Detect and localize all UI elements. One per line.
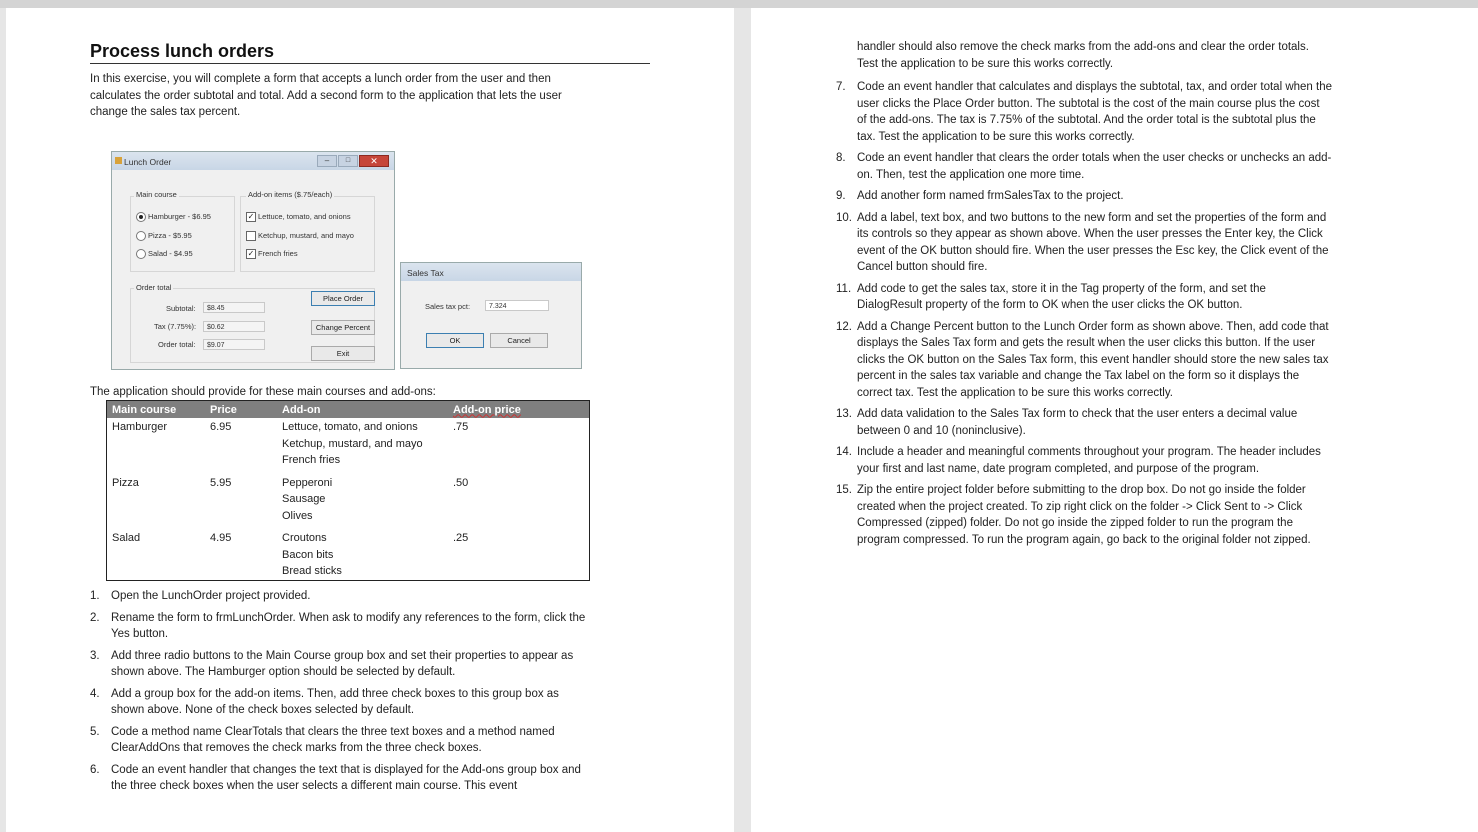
cell-addons <box>277 418 448 474</box>
col-addon-price <box>448 401 590 419</box>
sales-tax-input[interactable]: 7.324 <box>485 300 549 311</box>
app-icon <box>115 157 122 164</box>
page-title: Process lunch orders <box>90 41 275 61</box>
cell-course: Pizza <box>112 476 139 489</box>
check-addon-2-label: Ketchup, mustard, and mayo <box>258 231 354 240</box>
list-item <box>90 610 586 643</box>
step-text: Rename the form to frmLunchOrder. When ask to modify any references to the form, click the Yes button. <box>111 611 586 640</box>
list-item <box>90 686 586 719</box>
addon-item: Bacon bits <box>282 548 334 561</box>
addon-item: French fries <box>282 454 341 466</box>
step-number: 7. <box>836 81 846 93</box>
order-total-field[interactable]: $9.07 <box>203 339 265 350</box>
cell-addon-price: .75 <box>453 421 469 433</box>
list-item <box>836 281 1332 314</box>
step-number: 2. <box>90 611 100 624</box>
sales-tax-label: Sales tax pct: <box>425 302 471 311</box>
tax-label: Tax (7.75%): <box>154 322 197 331</box>
addon-item: Bread sticks <box>282 565 342 577</box>
addon-item: Ketchup, mustard, and mayo <box>282 437 423 450</box>
step-number: 13. <box>836 408 852 420</box>
cell-course: Salad <box>112 532 141 544</box>
menu-table <box>106 400 590 581</box>
lunch-order-window <box>111 151 395 370</box>
sales-tax-window <box>400 262 582 369</box>
step-text: Code an event handler that calculates and displays the subtotal, tax, and order total when the user clicks the Place Order button. The subtotal is the cost of the main course plus the cost of the add-ons. The tax is 7.75% of the subtotal. And the order total is the subtotal plus the tax. Test the application to be sure this works correctly. <box>857 81 1333 143</box>
place-order-button[interactable]: Place Order <box>311 291 375 306</box>
step-text: Zip the entire project folder before submitting to the drop box. Do not go inside the folder created when the project created. To zip right click on the folder -> Click Sent to -> Click Compressed (zipped) folder. Do not go inside the zipped folder to run the program the program compressed. To run the program again, go back to the original folder not zipped. <box>857 484 1311 546</box>
list-item <box>836 79 1332 145</box>
step-number: 12. <box>836 320 852 333</box>
addon-item: Lettuce, tomato, and onions <box>282 421 418 433</box>
step-number: 11. <box>836 282 852 295</box>
table-row <box>107 418 590 474</box>
list-item <box>90 648 586 681</box>
step-number: 3. <box>90 649 100 662</box>
maximize-icon[interactable]: □ <box>338 155 358 167</box>
step-number: 1. <box>90 590 100 602</box>
order-total-label: Order total <box>136 283 172 292</box>
subtotal-label: Subtotal: <box>166 304 196 313</box>
subtotal-field[interactable]: $8.45 <box>203 302 265 313</box>
list-item <box>90 588 586 605</box>
step-text: Code an event handler that changes the text that is displayed for the Add-ons group box and the three check boxes when the user selects a different main course. This event <box>111 763 581 792</box>
radio-hamburger[interactable] <box>136 212 146 222</box>
window-titlebar <box>112 152 394 170</box>
radio-salad-label: Salad - $4.95 <box>148 249 193 258</box>
step-number: 9. <box>836 190 846 202</box>
col-addon-price-text: Add-on price <box>453 403 521 416</box>
step-text: Add another form named frmSalesTax to the project. <box>857 190 1124 202</box>
step-number: 5. <box>90 725 100 738</box>
tax-field[interactable]: $0.62 <box>203 321 265 332</box>
cell-addon-price: .50 <box>453 476 469 489</box>
sales-tax-title: Sales Tax <box>407 268 444 278</box>
check-addon-1[interactable]: ✓ <box>247 212 255 221</box>
list-item <box>836 188 1332 205</box>
step-text: Add three radio buttons to the Main Course group box and set their properties to appear as shown above. The Hamburger option should be selected by default. <box>111 649 574 678</box>
document-page-left <box>6 8 734 832</box>
step-text: Code a method name ClearTotals that clears the three text boxes and a method named ClearAddOns that removes the check marks from the three check boxes. <box>111 725 555 754</box>
exit-button[interactable]: Exit <box>311 346 375 361</box>
window-title: Lunch Order <box>124 157 172 167</box>
step-text: Add a label, text box, and two buttons to the new form and set the properties of the form and its controls so they appear as shown above. When the user presses the Enter key, the Click event of the OK button should fire. When the user presses the Esc key, the Click event of the Cancel button should fire. <box>857 211 1329 273</box>
continuation-paragraph: handler should also remove the check marks from the add-ons and clear the order totals. Test the application to be sure this works correctly. <box>857 41 1309 70</box>
check-addon-3[interactable]: ✓ <box>247 249 255 258</box>
step-text: Include a header and meaningful comments throughout your program. The header includes your first and last name, date program completed, and purpose of the program. <box>857 446 1321 475</box>
radio-salad[interactable] <box>136 249 146 259</box>
cancel-button[interactable]: Cancel <box>490 333 548 348</box>
step-number: 8. <box>836 152 846 164</box>
table-header-row <box>107 401 590 419</box>
col-price: Price <box>205 401 277 419</box>
steps-list-right <box>836 79 1332 553</box>
addon-item: Pepperoni <box>282 476 333 489</box>
step-number: 10. <box>836 211 852 224</box>
step-text: Add code to get the sales tax, store it in the Tag property of the form, and set the DialogResult property of the form to OK when the user clicks the OK button. <box>857 282 1266 311</box>
cell-addons <box>277 474 448 530</box>
close-icon[interactable]: ✕ <box>359 155 389 167</box>
cell-price: 6.95 <box>210 421 232 433</box>
order-total-text-label: Order total: <box>158 340 196 349</box>
check-addon-1-label: Lettuce, tomato, and onions <box>258 212 351 221</box>
check-addon-2[interactable] <box>246 231 256 241</box>
step-text: Open the LunchOrder project provided. <box>111 590 311 602</box>
list-item <box>836 406 1332 439</box>
main-course-label: Main course <box>136 190 177 199</box>
ribbon-strip <box>0 0 1478 8</box>
step-number: 14. <box>836 446 852 458</box>
table-row <box>107 474 590 530</box>
addon-item: Sausage <box>282 493 326 505</box>
ok-button[interactable]: OK <box>426 333 484 348</box>
sales-tax-titlebar <box>401 263 581 281</box>
list-item <box>836 444 1332 477</box>
steps-list-left <box>90 588 586 800</box>
radio-hamburger-label: Hamburger - $6.95 <box>148 212 211 221</box>
list-item <box>836 210 1332 276</box>
list-item <box>836 319 1332 402</box>
cell-price: 5.95 <box>210 476 232 489</box>
list-item <box>90 762 586 795</box>
addon-item: Olives <box>282 509 313 522</box>
list-item <box>90 724 586 757</box>
cell-addon-price: .25 <box>453 532 469 544</box>
cell-addons <box>277 529 448 580</box>
table-caption: The application should provide for these main courses and add-ons: <box>90 386 436 398</box>
table-row <box>107 529 590 580</box>
col-main-course: Main course <box>107 401 206 419</box>
col-addon: Add-on <box>277 401 448 419</box>
intro-paragraph: In this exercise, you will complete a form that accepts a lunch order from the user and then calculates the order subtotal and total. Add a second form to the application that lets the user change the sales tax percent. <box>90 73 562 118</box>
step-number: 6. <box>90 763 100 776</box>
list-item <box>836 150 1332 183</box>
list-item <box>836 482 1332 548</box>
step-text: Add a Change Percent button to the Lunch Order form as shown above. Then, add code that displays the Sales Tax form and gets the result when the user clicks this button. If the user clicks the OK button on the Sales Tax form, this event handler should store the new sales tax percent in the sales tax variable and change the Tax label on the form so it displays the correct tax. Test the application to be sure this works correctly. <box>857 320 1329 399</box>
addons-label: Add-on items ($.75/each) <box>248 190 333 199</box>
change-percent-button[interactable]: Change Percent <box>311 320 375 335</box>
cell-course: Hamburger <box>112 421 168 433</box>
step-number: 4. <box>90 687 100 700</box>
document-page-right <box>751 8 1478 832</box>
radio-pizza[interactable] <box>136 231 146 241</box>
addon-item: Croutons <box>282 532 327 544</box>
cell-price: 4.95 <box>210 532 232 544</box>
minimize-icon[interactable]: – <box>317 155 337 167</box>
title-underline <box>90 63 650 64</box>
step-text: Add a group box for the add-on items. Then, add three check boxes to this group box as shown above. None of the check boxes selected by default. <box>111 687 559 716</box>
check-addon-3-label: French fries <box>258 249 298 258</box>
radio-pizza-label: Pizza - $5.95 <box>148 231 192 240</box>
step-text: Code an event handler that clears the order totals when the user checks or unchecks an add-on. Then, test the application one more time. <box>857 152 1332 181</box>
step-text: Add data validation to the Sales Tax form to check that the user enters a decimal value between 0 and 10 (noninclusive). <box>857 408 1298 437</box>
step-number: 15. <box>836 484 852 496</box>
